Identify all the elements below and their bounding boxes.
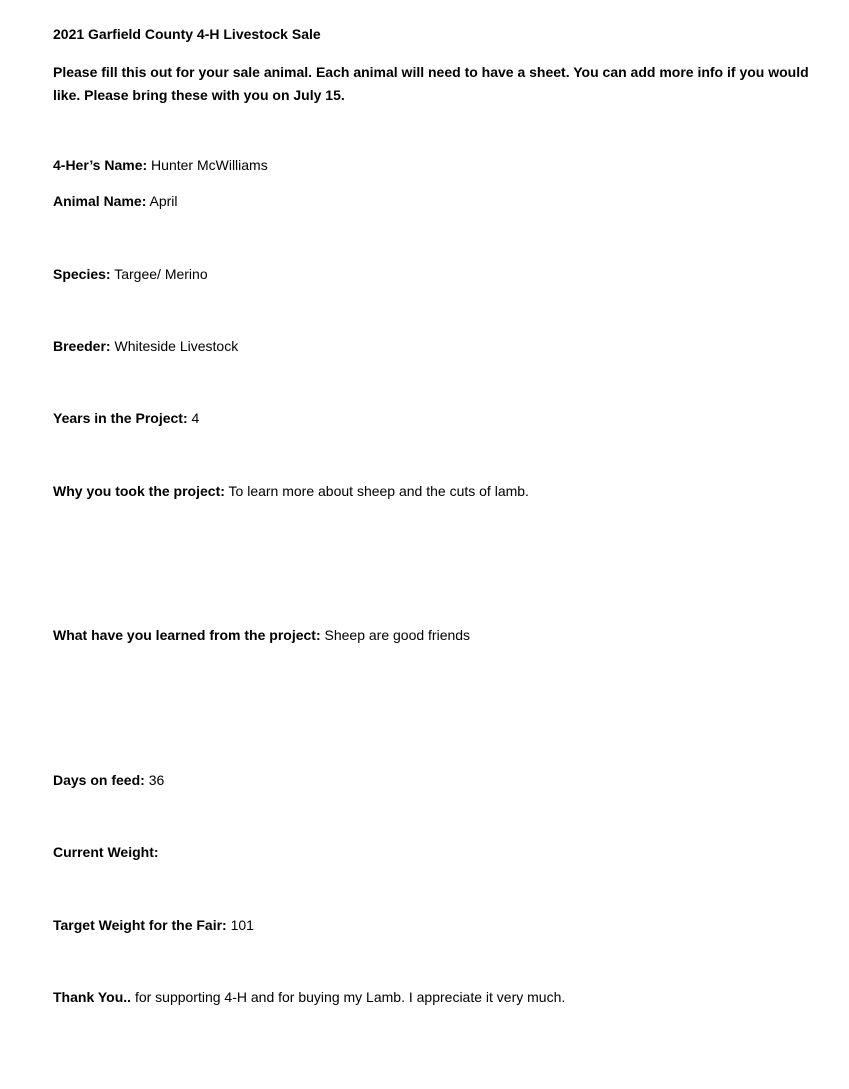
- field-thank-you: [53, 988, 565, 1006]
- field-what-learned: [53, 626, 470, 644]
- field-value: Whiteside Livestock: [114, 338, 239, 354]
- field-target-weight: [53, 916, 254, 934]
- field-days-on-feed: [53, 771, 164, 789]
- field-value: Hunter McWilliams: [151, 157, 268, 173]
- field-label: Target Weight for the Fair:: [53, 917, 227, 933]
- field-label: Animal Name:: [53, 193, 147, 209]
- field-value: for supporting 4-H and for buying my Lamb. I appreciate it very much.: [134, 989, 566, 1005]
- field-species: [53, 265, 208, 283]
- field-why-took-project: [53, 482, 529, 500]
- field-label: Days on feed:: [53, 772, 145, 788]
- field-years-in-project: [53, 409, 199, 427]
- field-4her-name: [53, 156, 268, 174]
- field-breeder: [53, 337, 238, 355]
- field-label: What have you learned from the project:: [53, 627, 321, 643]
- document-title: 2021 Garfield County 4-H Livestock Sale: [53, 26, 321, 42]
- field-label: Years in the Project:: [53, 410, 188, 426]
- field-value: Sheep are good friends: [324, 627, 471, 643]
- field-value: 36: [148, 772, 165, 788]
- field-value: 4: [191, 410, 200, 426]
- field-label: Why you took the project:: [53, 483, 225, 499]
- field-value: April: [149, 193, 178, 209]
- field-label: Species:: [53, 266, 111, 282]
- field-value: To learn more about sheep and the cuts of lamb.: [228, 483, 529, 499]
- field-current-weight: [53, 843, 159, 861]
- instructions-text: Please fill this out for your sale animal. Each animal will need to have a sheet. You can add more info if you would like. Please bring these with you on July 15.: [53, 64, 809, 103]
- field-label: Breeder:: [53, 338, 111, 354]
- field-animal-name: [53, 192, 178, 210]
- field-label: Thank You..: [53, 989, 132, 1005]
- field-label: Current Weight:: [53, 844, 159, 860]
- field-label: 4-Her’s Name:: [53, 157, 148, 173]
- field-value: Targee/ Merino: [114, 266, 208, 282]
- field-value: 101: [230, 917, 254, 933]
